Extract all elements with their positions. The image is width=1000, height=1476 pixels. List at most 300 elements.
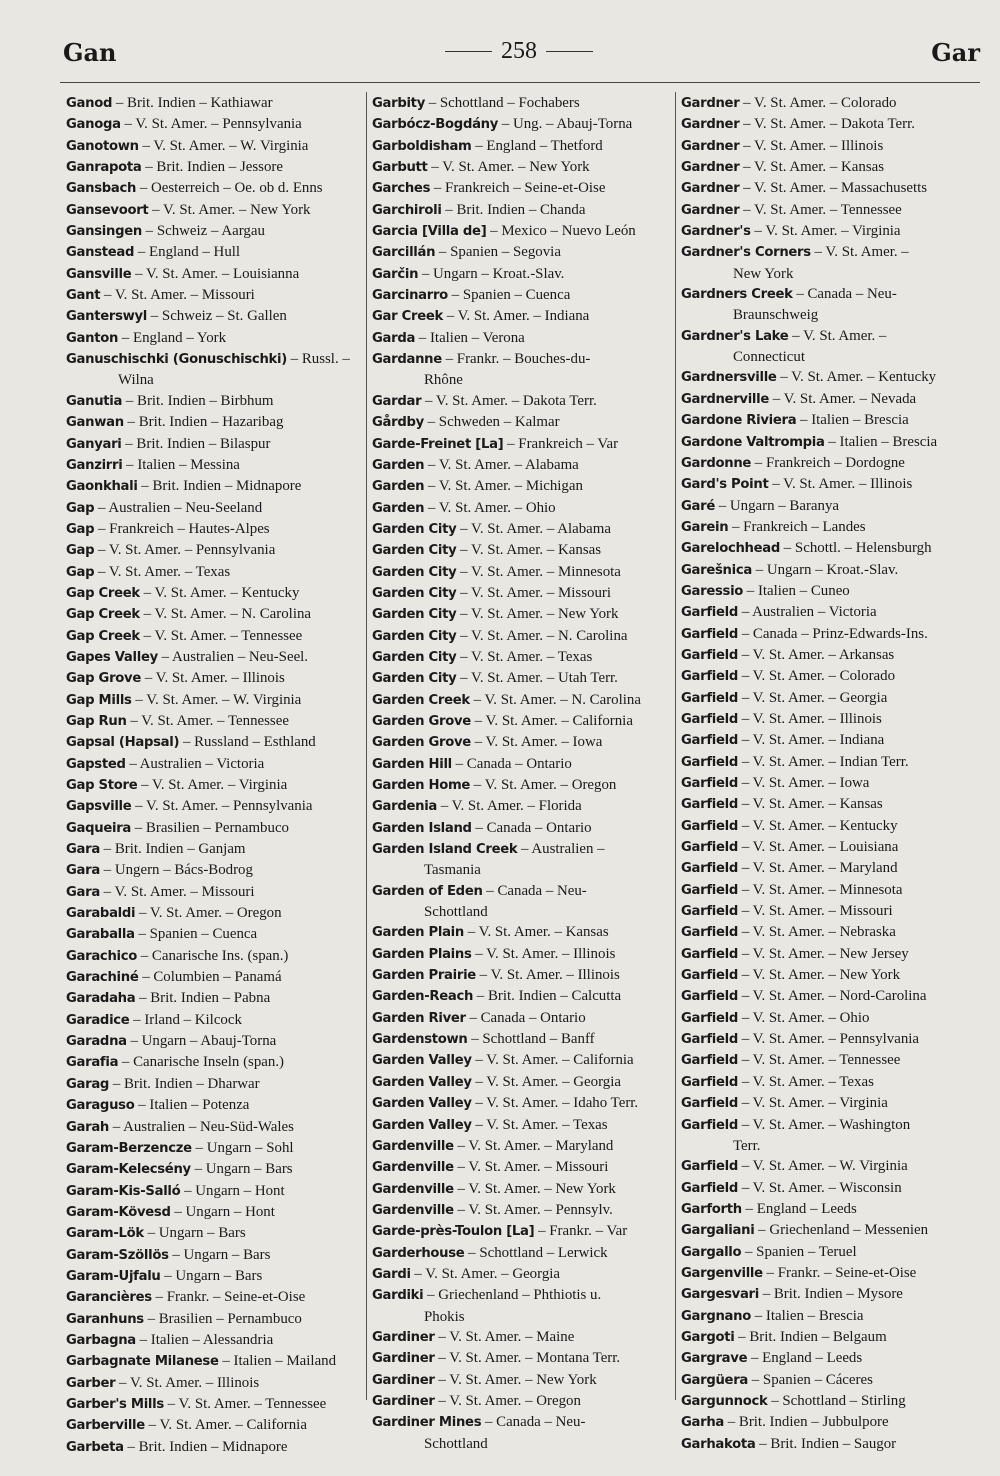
entry-location: – Canada – Neu- xyxy=(481,1414,586,1431)
entry-location: – V. St. Amer. – Louisiana xyxy=(738,839,899,856)
entry-location: – V. St. Amer. – Florida xyxy=(437,798,582,815)
entry-location: – Canarische Inseln (span.) xyxy=(118,1054,284,1071)
entry-location: – Frankreich – Dordogne xyxy=(751,454,905,471)
entry-location: – V. St. Amer. – Illinois xyxy=(471,945,616,962)
dictionary-entry xyxy=(372,285,672,306)
entry-headword: Garadaha xyxy=(66,991,136,1007)
entry-location: – Brit. Indien – Midnapore xyxy=(137,478,302,495)
entry-headword: Garfield xyxy=(681,605,738,621)
entry-headword: Gargaliani xyxy=(681,1223,755,1239)
entry-location: – V. St. Amer. – Dakota Terr. xyxy=(739,116,915,133)
entry-headword: Gardiki xyxy=(372,1288,424,1304)
header-right-keyword: Gar xyxy=(931,38,980,67)
dictionary-entry xyxy=(681,221,981,242)
entry-continuation: Schottland xyxy=(424,1435,488,1452)
entry-headword: Ganton xyxy=(66,330,119,346)
entry-location: – Oesterreich – Oe. ob d. Enns xyxy=(136,180,323,197)
entry-location: – V. St. Amer. – Kentucky xyxy=(139,584,300,601)
dictionary-entry xyxy=(66,306,361,327)
entry-location: – V. St. Amer. – Texas xyxy=(94,563,231,580)
entry-headword: Garforth xyxy=(681,1201,742,1217)
entry-location: – V. St. Amer. – New York xyxy=(738,967,901,984)
entry-headword: Gargesvari xyxy=(681,1287,759,1303)
entry-location: – England – Hull xyxy=(134,244,241,261)
entry-location: – England – York xyxy=(118,329,227,346)
dictionary-entry xyxy=(681,581,981,602)
entry-location: – V. St. Amer. – California xyxy=(471,1052,634,1069)
dictionary-entry xyxy=(66,946,361,967)
entry-headword: Gardner's Lake xyxy=(681,328,789,344)
dictionary-entry xyxy=(372,732,672,753)
entry-location: – Brit. Indien – Mysore xyxy=(758,1286,903,1303)
dictionary-entry xyxy=(372,1391,672,1412)
entry-headword: Garah xyxy=(66,1119,110,1135)
entry-location: – Ungarn – Baranya xyxy=(714,497,840,514)
entry-location: – Schottland – Lerwick xyxy=(464,1244,608,1261)
entry-headword: Gant xyxy=(66,288,101,304)
entry-headword: Garam-Ujfalu xyxy=(66,1268,161,1284)
entry-headword: Garfield xyxy=(681,1117,738,1133)
entry-location: – Italien – Potenza xyxy=(134,1097,250,1114)
dictionary-entry xyxy=(681,432,981,453)
entry-headword: Ganzirri xyxy=(66,457,123,473)
entry-location: – Canarische Ins. (span.) xyxy=(137,947,289,964)
entry-headword: Garfield xyxy=(681,711,738,727)
entry-headword: Gardenville xyxy=(372,1138,454,1154)
entry-headword: Gardone Riviera xyxy=(681,413,797,429)
column-divider-1 xyxy=(366,92,367,1400)
dictionary-entry xyxy=(372,944,672,965)
entry-location: – Brit. Indien – Jessore xyxy=(141,159,283,176)
dictionary-entry xyxy=(66,136,361,157)
entry-location: – V. St. Amer. – Missouri xyxy=(738,903,893,920)
entry-headword: Garfield xyxy=(681,776,738,791)
entry-headword: Garden xyxy=(372,479,425,495)
entry-location: – Brit. Indien – Kathiawar xyxy=(112,95,273,111)
dictionary-entry xyxy=(66,647,361,668)
entry-headword: Ganstead xyxy=(66,245,135,261)
entry-continuation: Tasmania xyxy=(424,862,481,879)
entry-location: – V. St. Amer. – New York xyxy=(427,159,590,176)
entry-location: – Brit. Indien – Calcutta xyxy=(473,988,622,1005)
dictionary-entry xyxy=(372,796,672,817)
entry-location: – V. St. Amer. – Pennsylvania xyxy=(131,798,313,815)
entry-location: – V. St. Amer. – W. Virginia xyxy=(131,691,302,708)
entry-headword: Garam-Kis-Salló xyxy=(66,1183,181,1199)
entry-continuation: Connecticut xyxy=(733,349,805,366)
entry-headword: Garden of Eden xyxy=(372,883,483,899)
dictionary-entry xyxy=(66,242,361,263)
entry-headword: Gargoti xyxy=(681,1329,735,1345)
dictionary-entry xyxy=(372,626,672,647)
entry-headword: Garfield xyxy=(681,797,738,813)
entry-location: – V. St. Amer. – Maryland xyxy=(738,860,898,877)
entry-headword: Garfield xyxy=(681,754,738,770)
entry-continuation: New York xyxy=(733,265,794,282)
dictionary-entry xyxy=(66,221,361,242)
dictionary-entry xyxy=(66,839,361,860)
entry-headword: Gardiner xyxy=(372,1351,435,1367)
entry-headword: Garam-Kövesd xyxy=(66,1204,171,1220)
entry-location: – Frankreich – Landes xyxy=(728,518,866,535)
entry-location: – Canada – Ontario xyxy=(451,755,572,772)
dictionary-entry xyxy=(681,1434,981,1455)
entry-headword: Garam-Kelecsény xyxy=(66,1162,191,1178)
entry-location: – Frankreich – Hautes-Alpes xyxy=(94,520,270,537)
entry-headword: Ganutia xyxy=(66,393,123,409)
entry-location: – V. St. Amer. – Montana Terr. xyxy=(434,1350,621,1367)
dictionary-entry xyxy=(66,1394,361,1415)
dictionary-entry xyxy=(681,242,981,284)
entry-location: – Canada – Neu- xyxy=(792,286,897,303)
entry-headword: Gardenville xyxy=(372,1202,454,1218)
entry-headword: Gansbach xyxy=(66,181,137,197)
dictionary-entry xyxy=(372,1093,672,1114)
entry-location: – Schweiz – St. Gallen xyxy=(147,308,287,325)
entry-location: – V. St. Amer. – Missouri xyxy=(100,287,255,304)
entry-headword: Garfield xyxy=(681,1010,738,1026)
dictionary-entry xyxy=(372,1029,672,1050)
entry-headword: Garden City xyxy=(372,564,457,580)
entry-location: – Schottland – Stirling xyxy=(767,1392,906,1409)
entry-location: – V. St. Amer. – New York xyxy=(453,1180,616,1197)
entry-headword: Gardiner Mines xyxy=(372,1415,482,1431)
entry-headword: Gardnersville xyxy=(681,370,777,386)
dictionary-entry xyxy=(372,1348,672,1369)
entry-headword: Gardners Creek xyxy=(681,287,793,303)
dictionary-entry xyxy=(372,264,672,285)
dictionary-entry xyxy=(66,1159,361,1180)
dictionary-entry xyxy=(372,349,672,391)
entry-headword: Garachiné xyxy=(66,970,139,986)
entry-location: – V. St. Amer. – Pennsylvania xyxy=(738,1031,920,1048)
dictionary-entry xyxy=(372,775,672,796)
entry-location: – V. St. Amer. – Pennsylvania xyxy=(94,542,276,559)
entry-location: – Ungarn – Bars xyxy=(160,1267,263,1284)
dictionary-entry xyxy=(372,1157,672,1178)
dictionary-entry xyxy=(681,496,981,517)
entry-headword: Gargüera xyxy=(681,1372,749,1388)
entry-location: – Italien – Verona xyxy=(415,329,525,346)
entry-headword: Garafia xyxy=(66,1055,119,1071)
entry-location: – Ungarn – Hont xyxy=(170,1203,275,1220)
entry-location: – Russland – Esthland xyxy=(179,734,316,751)
entry-headword: Gap Creek xyxy=(66,585,140,601)
entry-headword: Garaguso xyxy=(66,1098,135,1114)
entry-headword: Garfield xyxy=(681,1180,738,1196)
entry-headword: Gar Creek xyxy=(372,309,443,325)
entry-location: – Frankr. – Var xyxy=(534,1223,628,1240)
entry-headword: Gansville xyxy=(66,266,132,282)
dictionary-entry xyxy=(681,986,981,1007)
dictionary-entry xyxy=(681,1220,981,1241)
entry-headword: Garbagna xyxy=(66,1332,136,1348)
dictionary-entry xyxy=(681,944,981,965)
dictionary-entry xyxy=(372,242,672,263)
entry-location: – V. St. Amer. – Colorado xyxy=(738,668,896,685)
dictionary-entry xyxy=(681,1008,981,1029)
entry-location: – Spanien – Cuenca xyxy=(134,926,258,943)
entry-location: – Ungarn – Sohl xyxy=(191,1139,294,1156)
entry-headword: Garbutt xyxy=(372,160,428,176)
entry-location: – V. St. Amer. – Illinois xyxy=(115,1374,260,1391)
entry-location: – Italien – Mailand xyxy=(218,1353,337,1370)
column-2 xyxy=(372,93,672,1454)
entry-headword: Garag xyxy=(66,1076,110,1092)
entry-location: – Russl. – xyxy=(286,351,350,368)
entry-location: – Frankr. – Seine-et-Oise xyxy=(762,1264,917,1281)
dictionary-entry xyxy=(681,837,981,858)
entry-continuation: Rhône xyxy=(424,372,463,389)
dictionary-entry xyxy=(66,1245,361,1266)
entry-location: – Ungarn – Abauj-Torna xyxy=(126,1033,277,1050)
entry-location: – V. St. Amer. – Texas xyxy=(738,1073,874,1090)
entry-headword: Garam-Lök xyxy=(66,1226,144,1242)
entry-location: – V. St. Amer. – Missouri xyxy=(99,883,255,900)
dictionary-entry xyxy=(681,645,981,666)
entry-headword: Garešnica xyxy=(681,562,752,578)
entry-location: – Frankr. – Seine-et-Oise xyxy=(151,1289,306,1306)
dictionary-entry xyxy=(66,1351,361,1372)
dictionary-entry xyxy=(372,1050,672,1071)
entry-location: – V. St. Amer. – Illinois xyxy=(475,967,620,984)
header-left-keyword: Gan xyxy=(63,38,117,67)
dictionary-entry xyxy=(66,328,361,349)
dictionary-entry xyxy=(372,711,672,732)
entry-headword: Garden Plain xyxy=(372,925,464,941)
dictionary-entry xyxy=(681,1072,981,1093)
entry-location: – V. St. Amer. – Illinois xyxy=(140,670,285,687)
entry-location: – V. St. Amer. – Tennessee xyxy=(738,1052,901,1069)
dictionary-entry xyxy=(66,1330,361,1351)
entry-headword: Garden Creek xyxy=(372,692,470,708)
entry-headword: Garha xyxy=(681,1415,725,1431)
dictionary-entry xyxy=(681,1348,981,1369)
entry-location: – Ungarn – Kroat.-Slav. xyxy=(751,561,899,578)
entry-headword: Garfield xyxy=(681,1053,738,1069)
dictionary-entry xyxy=(66,412,361,433)
dictionary-entry xyxy=(372,93,672,114)
entry-headword: Ganotown xyxy=(66,138,139,154)
entry-location: – V. St. Amer. – Texas xyxy=(471,1116,608,1133)
entry-location: – V. St. Amer. – Michigan xyxy=(424,478,583,495)
entry-headword: Gargnano xyxy=(681,1308,752,1324)
dictionary-entry xyxy=(372,583,672,604)
dictionary-entry xyxy=(372,200,672,221)
dictionary-entry xyxy=(372,922,672,943)
entry-headword: Garden City xyxy=(372,607,457,623)
dictionary-entry xyxy=(66,1373,361,1394)
dictionary-entry xyxy=(681,1178,981,1199)
dictionary-entry xyxy=(66,690,361,711)
entry-headword: Gardiner xyxy=(372,1372,435,1388)
entry-location: – Schottland – Banff xyxy=(467,1031,595,1048)
dictionary-entry xyxy=(372,690,672,711)
entry-location: – V. St. Amer. – New York xyxy=(434,1371,597,1388)
entry-headword: Garde-Freinet [La] xyxy=(372,436,504,452)
entry-headword: Garfield xyxy=(681,690,738,706)
dictionary-entry xyxy=(372,519,672,540)
dictionary-entry xyxy=(681,367,981,388)
entry-location: – Spanien – Cuenca xyxy=(447,287,571,304)
entry-headword: Gara xyxy=(66,842,100,858)
entry-location: – Spanien – Teruel xyxy=(741,1243,857,1260)
dictionary-entry xyxy=(372,1072,672,1093)
dictionary-entry xyxy=(66,1415,361,1436)
entry-headword: Garberville xyxy=(66,1418,145,1434)
entry-location: – V. St. Amer. – Tennessee xyxy=(139,627,303,644)
dictionary-entry xyxy=(681,1093,981,1114)
entry-location: – V. St. Amer. – Indiana xyxy=(738,732,885,749)
entry-location: – Canada – Neu- xyxy=(482,882,587,899)
entry-location: – V. St. Amer. – Nevada xyxy=(769,390,917,407)
entry-location: – V. St. Amer. – Oregon xyxy=(135,905,282,922)
dictionary-entry xyxy=(66,562,361,583)
dictionary-entry xyxy=(372,1115,672,1136)
entry-location: – V. St. Amer. – W. Virginia xyxy=(138,137,309,154)
dictionary-entry xyxy=(66,1287,361,1308)
entry-location: – Spanien – Cáceres xyxy=(748,1371,873,1388)
entry-location: – V. St. Amer. – Kansas xyxy=(456,542,602,559)
entry-location: – V. St. Amer. – California xyxy=(470,712,633,729)
entry-location: – Brit. Indien – Midnapore xyxy=(123,1438,288,1455)
entry-location: – V. St. Amer. – Georgia xyxy=(410,1265,561,1282)
dictionary-entry xyxy=(66,1052,361,1073)
entry-headword: Garfield xyxy=(681,989,738,1005)
dictionary-entry xyxy=(681,157,981,178)
entry-headword: Gardenville xyxy=(372,1160,454,1176)
entry-location: – Ungarn – Bars xyxy=(168,1246,271,1263)
entry-location: – Brit. Indien – Saugor xyxy=(755,1435,897,1452)
entry-location: – V. St. Amer. – Kentucky xyxy=(776,369,937,386)
column-3 xyxy=(681,93,981,1455)
entry-headword: Gårdby xyxy=(372,415,424,431)
entry-location: – Canada – Ontario xyxy=(465,1009,586,1026)
header-divider xyxy=(60,82,980,83)
entry-location: – V. St. Amer. – Arkansas xyxy=(738,646,895,663)
entry-headword: Gargrave xyxy=(681,1351,748,1367)
entry-headword: Garden xyxy=(372,457,425,473)
entry-headword: Garden Valley xyxy=(372,1074,472,1090)
dictionary-entry xyxy=(372,1221,672,1242)
dictionary-entry xyxy=(66,626,361,647)
dictionary-entry xyxy=(681,1391,981,1412)
entry-headword: Garancières xyxy=(66,1290,152,1306)
entry-headword: Garfield xyxy=(681,882,738,898)
dictionary-entry xyxy=(372,647,672,668)
entry-location: – V. St. Amer. – Pennsylv. xyxy=(453,1201,613,1218)
dictionary-entry xyxy=(681,389,981,410)
entry-location: – V. St. Amer. – Illinois xyxy=(738,710,882,727)
dictionary-entry xyxy=(372,1370,672,1391)
dictionary-entry xyxy=(372,1243,672,1264)
entry-headword: Gap xyxy=(66,564,95,580)
entry-location: – Australien – Neu-Seeland xyxy=(94,499,263,516)
dictionary-entry xyxy=(681,752,981,773)
dictionary-entry xyxy=(681,1242,981,1263)
entry-continuation: Schottland xyxy=(424,904,488,921)
entry-location: – Ungarn – Kroat.-Slav. xyxy=(418,265,565,282)
dictionary-entry xyxy=(681,773,981,794)
entry-location: – Schweiz – Aargau xyxy=(141,223,265,240)
entry-headword: Garfield xyxy=(681,861,738,877)
entry-headword: Garam-Szöllös xyxy=(66,1247,169,1263)
dictionary-entry xyxy=(66,1095,361,1116)
dictionary-entry xyxy=(681,794,981,815)
dictionary-entry xyxy=(66,583,361,604)
entry-headword: Garber xyxy=(66,1375,116,1391)
dictionary-entry xyxy=(66,924,361,945)
entry-headword: Garessio xyxy=(681,583,744,599)
entry-location: – V. St. Amer. – Kansas xyxy=(739,159,885,176)
entry-headword: Garanhuns xyxy=(66,1311,144,1327)
dictionary-entry xyxy=(66,668,361,689)
entry-location: – V. St. Amer. – Virginia xyxy=(738,1095,888,1112)
entry-location: – V. St. Amer. – Alabama xyxy=(456,520,611,537)
entry-location: – V. St. Amer. – Louisianna xyxy=(131,265,300,282)
entry-location: – Italien – Brescia xyxy=(824,433,938,450)
entry-location: – V. St. Amer. – Indian Terr. xyxy=(738,753,909,770)
entry-continuation: Phokis xyxy=(424,1308,465,1325)
entry-headword: Garabaldi xyxy=(66,906,136,922)
dictionary-entry xyxy=(681,1115,981,1157)
dictionary-entry xyxy=(681,538,981,559)
entry-headword: Garhakota xyxy=(681,1436,756,1452)
entry-location: – Australien – Victoria xyxy=(125,755,265,772)
entry-headword: Garfield xyxy=(681,946,738,962)
entry-location: – V. St. Amer. – Dakota Terr. xyxy=(421,392,597,409)
entry-headword: Garden Island Creek xyxy=(372,842,518,858)
dictionary-entry xyxy=(681,1306,981,1327)
entry-location: – Schottl. – Helensburgh xyxy=(780,540,932,557)
entry-headword: Garcia [Villa de] xyxy=(372,224,487,240)
entry-location: – Brit. Indien – Dharwar xyxy=(109,1075,260,1092)
entry-headword: Gansingen xyxy=(66,224,142,240)
entry-headword: Gap Mills xyxy=(66,692,132,708)
entry-location: – Brit. Indien – Pabna xyxy=(135,990,271,1007)
dictionary-entry xyxy=(372,1412,672,1454)
dictionary-entry xyxy=(681,136,981,157)
dictionary-entry xyxy=(372,668,672,689)
entry-headword: Garden Valley xyxy=(372,1053,472,1069)
dictionary-entry xyxy=(66,818,361,839)
entry-headword: Garfield xyxy=(681,647,738,663)
entry-location: – V. St. Amer. – xyxy=(788,327,887,344)
entry-headword: Garaballa xyxy=(66,927,135,943)
dictionary-entry xyxy=(372,1008,672,1029)
entry-headword: Garé xyxy=(681,498,715,514)
dictionary-entry xyxy=(66,903,361,924)
entry-headword: Gardenia xyxy=(372,799,438,815)
entry-continuation: Terr. xyxy=(733,1137,761,1154)
entry-headword: Garelochhead xyxy=(681,541,781,557)
entry-headword: Gardiner xyxy=(372,1393,435,1409)
dictionary-entry xyxy=(66,114,361,135)
entry-location: – Ungarn – Bars xyxy=(143,1225,246,1242)
dictionary-entry xyxy=(66,285,361,306)
entry-location: – V. St. Amer. – New York xyxy=(456,606,619,623)
entry-headword: Garadna xyxy=(66,1034,127,1050)
dictionary-entry xyxy=(681,560,981,581)
entry-headword: Garden City xyxy=(372,649,457,665)
entry-location: – Brasilien – Pernambuco xyxy=(143,1310,302,1327)
entry-location: – England – Thetford xyxy=(471,137,603,154)
entry-location: – V. St. Amer. – Kansas xyxy=(738,796,883,813)
dictionary-entry xyxy=(372,306,672,327)
entry-location: – Italien – Alessandria xyxy=(135,1331,274,1348)
entry-headword: Garden Home xyxy=(372,778,471,793)
entry-headword: Garchiroli xyxy=(372,202,442,218)
